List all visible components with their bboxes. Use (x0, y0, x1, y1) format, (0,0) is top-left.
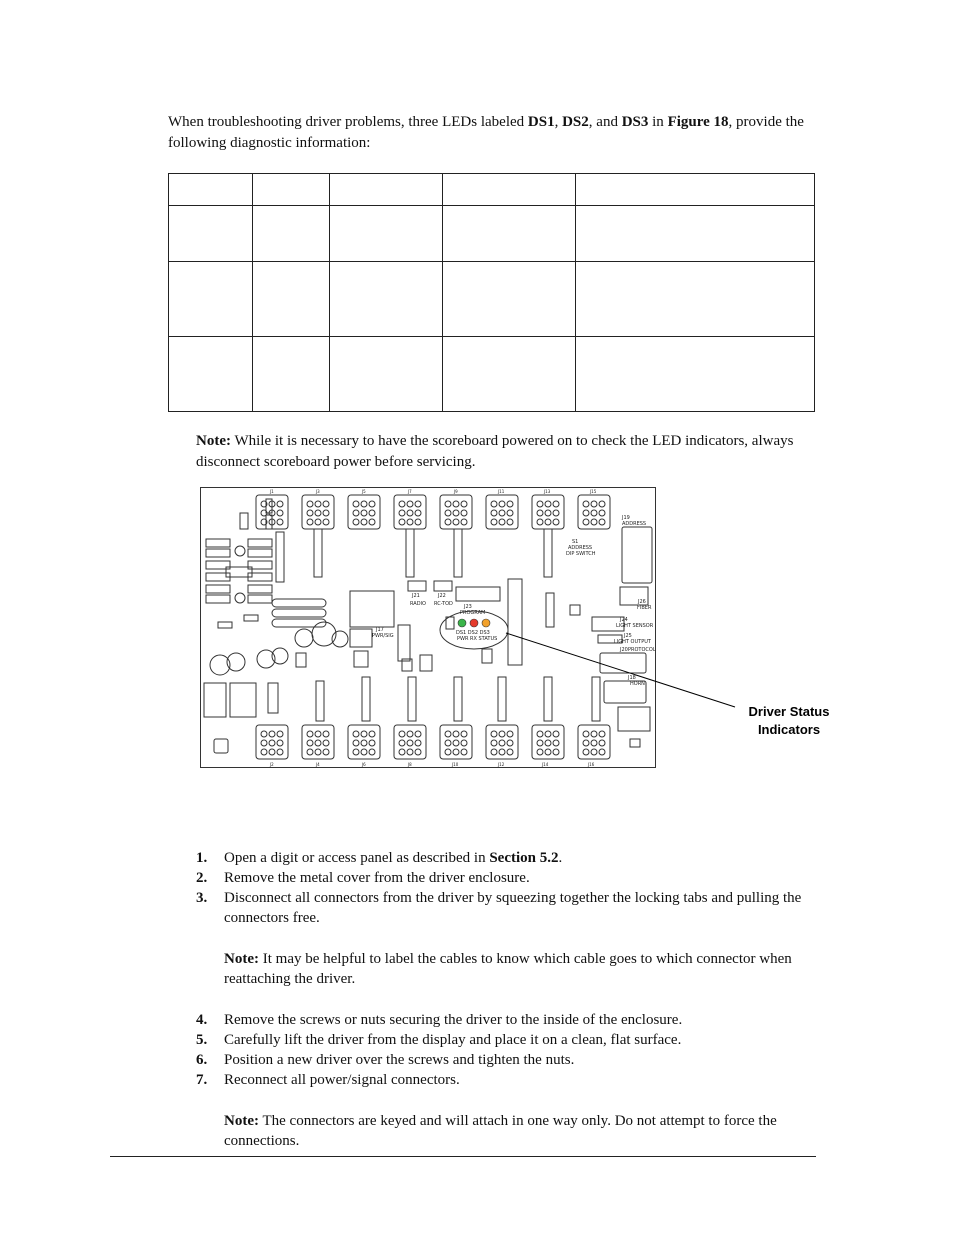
label-j8: J8 (408, 762, 412, 767)
step-text: Disconnect all connectors from the driver by squeezing together the locking tabs and pulling the connectors free. (224, 890, 802, 926)
note-label: Note: (224, 951, 259, 967)
step-text: Position a new driver over the screws and tighten the nuts. (224, 1052, 575, 1068)
table-row (169, 206, 815, 262)
step-text: Remove the screws or nuts securing the driver to the inside of the enclosure. (224, 1012, 683, 1028)
ds2-label: DS2 (562, 114, 589, 130)
label-j23: J23 (464, 604, 472, 610)
label-j19: J19 (622, 515, 630, 521)
note-keyed-connectors (224, 1111, 814, 1151)
table-cell (330, 174, 443, 206)
intro-text: , (554, 114, 563, 130)
label-j22: J22 (438, 593, 446, 599)
label-horn: HORN (630, 681, 645, 687)
label-j18: J18 (628, 675, 636, 681)
figure-ref: Figure 18 (667, 114, 729, 130)
label-j3: J3 (316, 489, 320, 494)
label-address-2: ADDRESS (568, 545, 593, 551)
ds3-led-icon (482, 619, 490, 627)
intro-text: in (648, 114, 668, 130)
step-number: 4. (196, 1012, 208, 1028)
label-s1: S1 (572, 539, 579, 545)
label-j11: J11 (498, 489, 505, 494)
note-label: Note: (224, 1113, 259, 1129)
label-program: PROGRAM (460, 610, 486, 616)
label-rctod: RC-TOD (434, 601, 453, 607)
table-cell (330, 206, 443, 262)
table-cell (576, 206, 815, 262)
note-power (196, 431, 796, 473)
table-cell (169, 206, 253, 262)
step-text (224, 848, 814, 868)
label-pwrsig: PWR/SIG (372, 633, 394, 639)
step-text-pre: Open a digit or access panel as described in (224, 850, 490, 866)
table-cell (169, 174, 253, 206)
label-j14: J14 (542, 762, 549, 767)
step-number: 5. (196, 1032, 208, 1048)
note-label-cables (224, 949, 814, 989)
ds1-led-icon (458, 619, 466, 627)
intro-text: When troubleshooting driver problems, three LEDs labeled (168, 114, 528, 130)
step-number: 2. (196, 870, 208, 886)
table-cell (253, 262, 330, 337)
label-j5: J5 (362, 489, 366, 494)
ds1-label: DS1 (527, 114, 555, 130)
step-number: 3. (196, 890, 208, 906)
step-number: 1. (196, 850, 208, 866)
label-j7: J7 (408, 489, 412, 494)
label-dip-switch: DIP SWITCH (566, 551, 596, 557)
table-row (169, 337, 815, 412)
resistor-packs (276, 529, 600, 721)
label-protocol: PROTOCOL (628, 647, 656, 653)
ds2-led-icon (470, 619, 478, 627)
table-cell (576, 337, 815, 412)
step-number: 6. (196, 1052, 208, 1068)
label-j10: J10 (452, 762, 459, 767)
note-text: While it is necessary to have the scoreboard powered on to check the LED indicators, always disconnect scoreboard power before servicing. (196, 433, 794, 470)
label-j20: J20 (620, 647, 628, 653)
note-text: The connectors are keyed and will attach in one way only. Do not attempt to force the connections. (224, 1113, 777, 1149)
label-j24: J24 (620, 617, 628, 623)
bottom-connectors (256, 725, 610, 759)
label-j1: J1 (270, 489, 274, 494)
table-cell (330, 262, 443, 337)
table-cell (330, 337, 443, 412)
label-j15: J15 (590, 489, 597, 494)
callout-subtitle: Indicators (757, 722, 821, 737)
label-ds-sub: PWR RX STATUS (457, 636, 498, 642)
table-cell (253, 206, 330, 262)
label-fiber: FIBER (637, 605, 652, 611)
table-cell (576, 174, 815, 206)
label-j4: J4 (316, 762, 320, 767)
label-j16: J16 (588, 762, 595, 767)
table-row (169, 174, 815, 206)
step-text: Remove the metal cover from the driver enclosure. (224, 870, 530, 886)
label-j25: J25 (624, 633, 632, 639)
label-j2: J2 (270, 762, 274, 767)
diagnostic-table (168, 173, 815, 412)
label-radio: RADIO (410, 601, 426, 607)
driver-board-figure (200, 487, 840, 769)
footer-rule (110, 1156, 816, 1157)
intro-text: , provide the following diagnostic information: (168, 114, 804, 151)
label-light-sensor: LIGHT SENSOR (616, 623, 654, 629)
table-cell (169, 262, 253, 337)
label-address: ADDRESS (622, 521, 647, 527)
label-ds: DS1 DS2 DS3 (456, 630, 490, 636)
label-j6: J6 (362, 762, 366, 767)
intro-paragraph (168, 112, 818, 154)
ds3-label: DS3 (621, 114, 649, 130)
section-ref: Section 5.2 (489, 850, 559, 866)
callout-title: Driver Status (748, 704, 830, 719)
label-j13: J13 (544, 489, 551, 494)
step-text: Reconnect all power/signal connectors. (224, 1072, 460, 1088)
table-row (169, 262, 815, 337)
table-cell (253, 174, 330, 206)
note-text: It may be helpful to label the cables to know which cable goes to which connector when reattaching the driver. (224, 951, 792, 987)
table-cell (443, 337, 576, 412)
step-text: Carefully lift the driver from the display and place it on a clean, flat surface. (224, 1032, 682, 1048)
label-j12: J12 (498, 762, 505, 767)
label-j21: J21 (412, 593, 420, 599)
label-light-output: LIGHT OUTPUT (614, 639, 651, 645)
table-cell (253, 337, 330, 412)
table-cell (443, 206, 576, 262)
table-cell (169, 337, 253, 412)
intro-text: , and (588, 114, 622, 130)
table-cell (576, 262, 815, 337)
table-cell (443, 262, 576, 337)
top-connectors (256, 495, 610, 529)
label-j9: J9 (454, 489, 458, 494)
table-cell (443, 174, 576, 206)
label-j26: J26 (638, 599, 646, 605)
label-j17: J17 (376, 627, 384, 633)
step-text-post: . (558, 850, 563, 866)
note-label: Note: (196, 433, 231, 449)
step-number: 7. (196, 1072, 208, 1088)
